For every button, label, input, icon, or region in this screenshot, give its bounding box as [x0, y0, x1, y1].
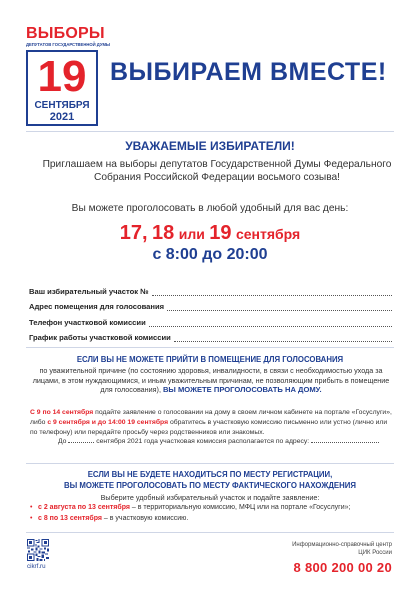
- home-voting-heading: ЕСЛИ ВЫ НЕ МОЖЕТЕ ПРИЙТИ В ПОМЕЩЕНИЕ ДЛЯ ГОЛОСОВАНИЯ: [76, 355, 344, 364]
- logo-subtitle: ДЕПУТАТОВ ГОСУДАРСТВЕННОЙ ДУМЫ: [26, 42, 111, 47]
- logo-month: СЕНТЯБРЯ: [34, 100, 90, 111]
- dates-highlight: С 9 по 14 сентября: [30, 409, 94, 416]
- election-logo: [26, 25, 111, 128]
- voting-dates: [0, 222, 420, 245]
- reasons-text: по уважительной причине (по состоянию здоровья, инвалидности, в связи с необходимостью ухода за лицами, в этом нуждающимися, и иным уважительным причинам, не позволяющим прибыть в помещение для голосования),: [32, 366, 390, 395]
- instruction-text: сентября 2021 года участковая комиссия располагается по адресу:: [94, 438, 312, 446]
- remote-voting-heading-line: ВЫ МОЖЕТЕ ПРОГОЛОСОВАТЬ ПО МЕСТУ ФАКТИЧЕСКОГО НАХОЖДЕНИЯ: [64, 480, 356, 490]
- field-station-number: [29, 280, 392, 296]
- station-info-fields: [29, 280, 392, 342]
- website-link[interactable]: cikrf.ru: [27, 563, 46, 570]
- home-voting-reasons: [30, 366, 392, 395]
- list-item: [30, 514, 394, 525]
- field-schedule: [29, 327, 392, 343]
- dates-highlight: с 2 августа по 13 сентября: [38, 504, 130, 511]
- info-center-line: ЦИК России: [358, 550, 392, 556]
- date-18: 18: [152, 222, 175, 244]
- invitation-text: Приглашаем на выборы депутатов Государственной Думы Федерального Собрания Российской Федерации восьмого созыва!: [42, 159, 392, 183]
- greeting-heading: УВАЖАЕМЫЕ ИЗБИРАТЕЛИ!: [125, 139, 295, 153]
- logo-date-box: [26, 50, 98, 126]
- logo-day: 19: [37, 52, 87, 101]
- instruction-text: обратитесь в участковую комиссию письменно или устно (лично или по телефону) или передайте просьбу через родственников или знакомых.: [30, 418, 388, 436]
- home-voting-paragraph-2: [58, 437, 394, 447]
- home-voting-paragraph-1: [30, 408, 394, 437]
- instruction-text: подайте заявление о голосовании на дому в своем личном кабинете на портале «Госуслуги», либо: [30, 409, 392, 426]
- field-label: Адрес помещения для голосования: [29, 302, 165, 311]
- field-label: Ваш избирательный участок №: [29, 286, 149, 296]
- qr-code-icon: [27, 539, 49, 561]
- address-fill-line: [311, 442, 379, 443]
- remote-voting-heading: [0, 470, 420, 491]
- divider-top: [26, 131, 394, 132]
- field-fill-line: [174, 332, 392, 342]
- list-item-text: – в участковую комиссию.: [101, 514, 189, 522]
- date-17: 17,: [119, 222, 148, 244]
- field-fill-line: [149, 317, 392, 327]
- field-label: Телефон участковой комиссии: [29, 317, 146, 327]
- divider-lower: [26, 463, 394, 464]
- divider-middle: [26, 347, 394, 348]
- info-center: [292, 541, 392, 557]
- field-fill-line: [167, 301, 392, 311]
- date-19: 19: [209, 222, 232, 244]
- dates-highlight: с 9 сентября и до 14:00 19 сентября: [47, 418, 169, 426]
- voting-time: с 8:00 до 20:00: [152, 246, 268, 263]
- dates-or: или: [178, 226, 205, 242]
- home-voting-emphasis: ВЫ МОЖЕТЕ ПРОГОЛОСОВАТЬ НА ДОМУ.: [162, 385, 322, 395]
- choose-station-text: Выберите удобный избирательный участок и подайте заявление:: [100, 493, 320, 502]
- list-item-text: – в территориальную комиссию, МФЦ или на портале «Госуслуги»;: [129, 504, 351, 511]
- logo-year: 2021: [49, 111, 75, 123]
- remote-voting-heading-line: ЕСЛИ ВЫ НЕ БУДЕТЕ НАХОДИТЬСЯ ПО МЕСТУ РЕГИСТРАЦИИ,: [87, 470, 333, 479]
- dates-month: сентября: [235, 226, 301, 242]
- field-fill-line: [152, 286, 392, 296]
- hotline-phone[interactable]: 8 800 200 00 20: [293, 560, 392, 575]
- date-fill-line: [68, 442, 94, 443]
- divider-footer: [26, 532, 394, 533]
- application-options: [30, 503, 394, 524]
- list-item: [30, 503, 394, 514]
- logo-title: ВЫБОРЫ: [26, 25, 105, 42]
- instruction-text: До: [58, 438, 69, 446]
- field-phone: [29, 311, 392, 327]
- page-headline: ВЫБИРАЕМ ВМЕСТЕ!: [110, 58, 387, 86]
- field-address: [29, 296, 392, 312]
- dates-highlight: с 8 по 13 сентября: [38, 514, 102, 522]
- home-voting-instructions: [30, 408, 394, 447]
- vote-day-text: Вы можете проголосовать в любой удобный для вас день:: [71, 203, 349, 214]
- info-center-line: Информационно-справочный центр: [292, 542, 392, 548]
- field-label: График работы участковой комиссии: [29, 333, 171, 342]
